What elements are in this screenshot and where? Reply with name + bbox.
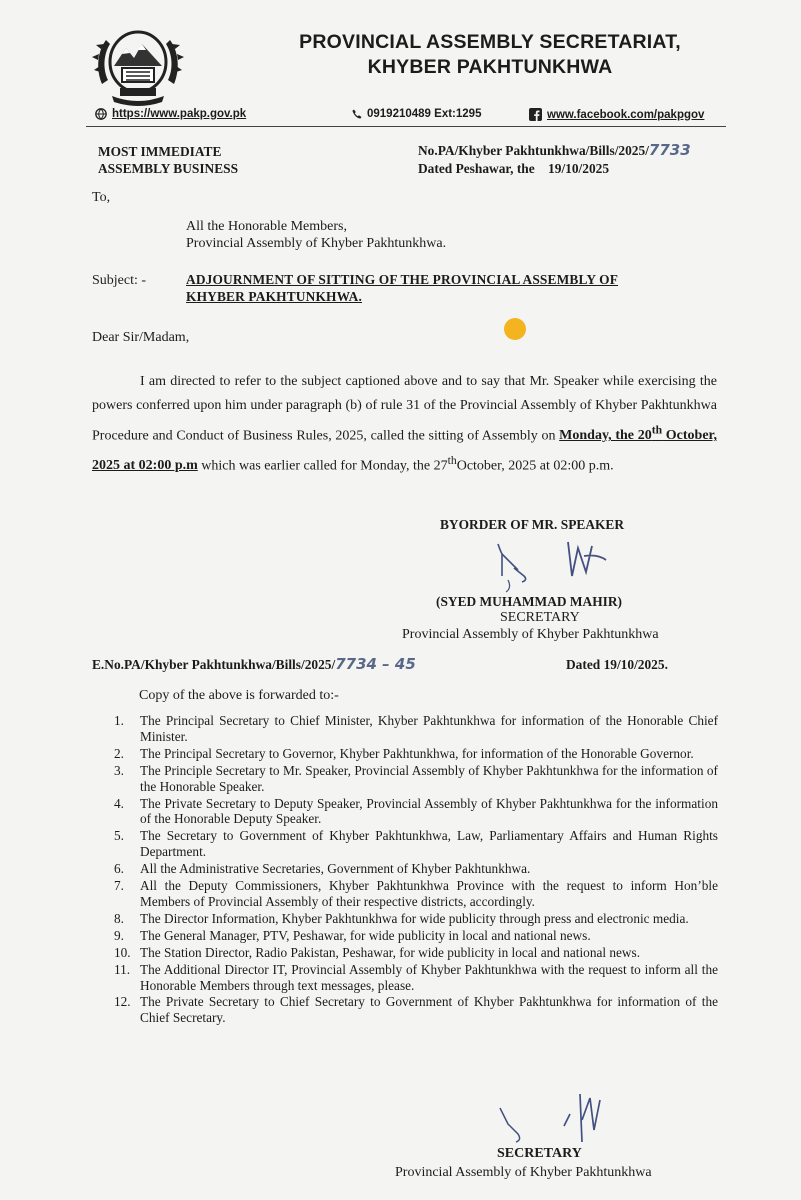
salutation: Dear Sir/Madam, xyxy=(92,330,190,345)
footer-designation: SECRETARY xyxy=(497,1146,582,1161)
order-line: BYORDER OF MR. SPEAKER xyxy=(440,517,625,532)
body-part1: I am directed to refer to the subject captioned above and to say that Mr. Speaker while exercising the powers conferred upon him under paragraph (b) of rule 31 of the Provincial Assembly of Khyber Pakhtunkhwa Procedure and Conduct of Business Rules, 2025, called the sitting of Assembly on xyxy=(92,374,717,444)
body-highlight-b: October, 2025 at 02:00 p.m xyxy=(92,428,717,474)
subject-line2: KHYBER PAKHTUNKHWA. xyxy=(186,289,362,304)
subject-line1: ADJOURNMENT OF SITTING OF THE PROVINCIAL ASSEMBLY OF xyxy=(186,272,619,287)
body-paragraph xyxy=(92,370,717,479)
reference-date: Dated Peshawar, the 19/10/2025 xyxy=(418,161,610,176)
list-item: 6. All the Administrative Secretaries, Government of Khyber Pakhtunkhwa. xyxy=(114,861,531,877)
facebook-contact xyxy=(529,108,704,121)
secretary-signature xyxy=(488,536,628,601)
list-item: 8. The Director Information, Khyber Pakhtunkhwa for wide publicity through press and electronic media. xyxy=(114,910,689,926)
signatory-designation: SECRETARY xyxy=(500,610,580,625)
list-item: 11. The Additional Director IT, Provincial Assembly of Khyber Pakhtunkhwa with the request to inform all the Honorable Members through text messages, please. xyxy=(114,961,718,993)
subject-text xyxy=(186,271,618,305)
list-item: 10. The Station Director, Radio Pakistan, Peshawar, for wide publicity in local and national news. xyxy=(114,944,641,960)
addressee-line1: All the Honorable Members, xyxy=(186,219,347,234)
list-item: 2. The Principal Secretary to Governor, Khyber Pakhtunkhwa, for information of the Honorable Governor. xyxy=(114,745,694,761)
signatory-office: Provincial Assembly of Khyber Pakhtunkhwa xyxy=(402,627,659,642)
letterhead-title-line1: PROVINCIAL ASSEMBLY SECRETARIAT, xyxy=(299,31,681,53)
website-link[interactable]: https://www.pakp.gov.pk xyxy=(112,108,247,120)
priority-line2: ASSEMBLY BUSINESS xyxy=(98,161,239,176)
footer-office: Provincial Assembly of Khyber Pakhtunkhwa xyxy=(395,1165,652,1180)
endorsement-date: Dated 19/10/2025. xyxy=(566,657,668,672)
list-item: 3. The Principle Secretary to Mr. Speaker, Provincial Assembly of Khyber Pakhtunkhwa for the information of the Honorable Speaker. xyxy=(114,762,718,794)
phone-icon xyxy=(352,109,362,119)
phone-contact xyxy=(352,108,481,120)
signatory-name: (SYED MUHAMMAD MAHIR) xyxy=(436,594,622,609)
website-contact xyxy=(95,108,246,120)
body-highlight-a: Monday, the 20 xyxy=(559,428,652,444)
list-item: 7. All the Deputy Commissioners, Khyber Pakhtunkhwa Province with the request to inform Hon’ble Members of Provincial Assembly of their respective districts, accordingly. xyxy=(114,878,718,909)
list-item: 5. The Secretary to Government of Khyber Pakhtunkhwa, Law, Parliamentary Affairs and Human Rights Department. xyxy=(114,828,718,860)
header-divider xyxy=(86,126,726,127)
list-item: 12. The Private Secretary to Chief Secretary to Government of Khyber Pakhtunkhwa for information of the Chief Secretary. xyxy=(114,994,718,1026)
facebook-icon xyxy=(529,108,542,121)
letterhead-title-line2: KHYBER PAKHTUNKHWA xyxy=(367,56,613,78)
copy-intro: Copy of the above is forwarded to:- xyxy=(139,688,339,703)
body-part2-sup: th xyxy=(447,453,457,467)
copy-recipient-list xyxy=(114,713,718,1027)
reference-handwritten-number: 7733 xyxy=(648,141,691,159)
reference-number-text: No.PA/Khyber Pakhtunkhwa/Bills/2025/ xyxy=(418,143,649,158)
yellow-dot-mark xyxy=(504,318,526,340)
body-highlight-sup: th xyxy=(651,423,663,437)
letterhead-title xyxy=(190,30,790,80)
list-item: 1. The Principal Secretary to Chief Minister, Khyber Pakhtunkhwa for information of the Honorable Chief Minister. xyxy=(114,713,718,744)
body-part3: October, 2025 at 02:00 p.m. xyxy=(456,458,614,474)
priority-label xyxy=(98,143,238,177)
assembly-emblem-logo xyxy=(92,22,184,108)
body-part2: which was earlier called for Monday, the 27 xyxy=(197,458,448,474)
addressee-line2: Provincial Assembly of Khyber Pakhtunkhwa. xyxy=(186,236,447,251)
list-item: 4. The Private Secretary to Deputy Speaker, Provincial Assembly of Khyber Pakhtunkhwa for the information of the Honorable Deputy Speaker. xyxy=(114,795,718,827)
addressee xyxy=(186,218,446,252)
reference-number xyxy=(418,142,691,159)
list-item: 9. The General Manager, PTV, Peshawar, for wide publicity in local and national news. xyxy=(114,927,591,943)
to-label: To, xyxy=(92,190,111,205)
endorsement-number-text: E.No.PA/Khyber Pakhtunkhwa/Bills/2025/ xyxy=(92,657,336,672)
facebook-link[interactable]: www.facebook.com/pakpgov xyxy=(547,108,705,121)
endorsement-handwritten-number: 7734 – 45 xyxy=(335,655,416,673)
globe-icon xyxy=(95,108,107,120)
endorsement-number xyxy=(92,656,416,673)
phone-number: 0919210489 Ext:1295 xyxy=(367,108,482,120)
subject-label: Subject: - xyxy=(92,273,147,288)
priority-line1: MOST IMMEDIATE xyxy=(98,144,222,159)
